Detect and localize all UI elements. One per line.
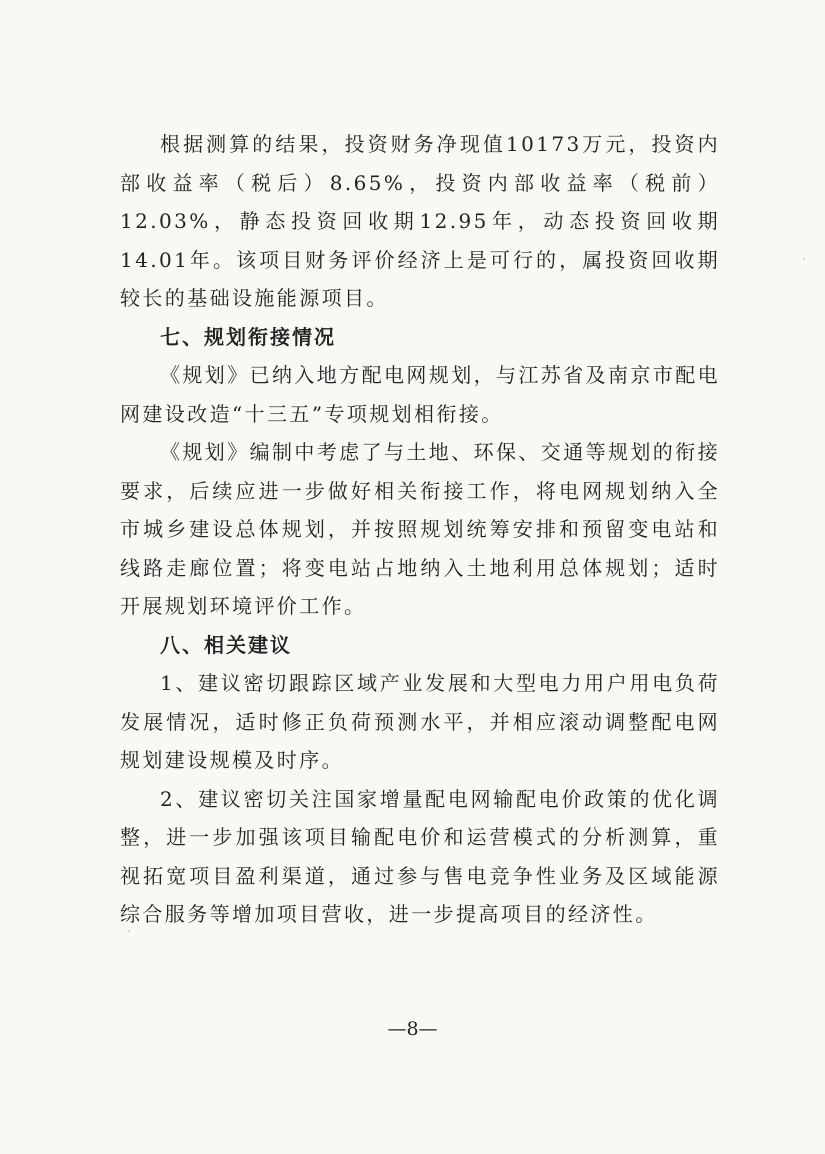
scan-artifact [803, 258, 805, 260]
paragraph-plan-included: 《规划》已纳入地方配电网规划，与江苏省及南京市配电网建设改造“十三五”专项规划相衔接。 [120, 363, 720, 426]
heading-plan-coordination: 七、规划衔接情况 [160, 324, 336, 349]
paragraph-financial-evaluation: 根据测算的结果，投资财务净现值10173万元，投资内部收益率（税后）8.65%，投资内部收益率（税前）12.03%，静态投资回收期12.95年，动态投资回收期14.01年。该项目财务评价经济上是可行的，属投资回收期较长的基础设施能源项目。 [120, 132, 720, 310]
scan-artifact [128, 930, 130, 932]
paragraph-recommendation-1: 1、建议密切跟踪区域产业发展和大型电力用户用电负荷发展情况，适时修正负荷预测水平，并相应滚动调整配电网规划建设规模及时序。 [120, 671, 720, 772]
paragraph-plan-requirements: 《规划》编制中考虑了与土地、环保、交通等规划的衔接要求，后续应进一步做好相关衔接工作，将电网规划纳入全市城乡建设总体规划，并按照规划统筹安排和预留变电站和线路走廊位置；将变电站占地纳入土地利用总体规划；适时开展规划环境评价工作。 [120, 440, 720, 618]
page-number: —8— [387, 1018, 438, 1040]
document-body [120, 125, 720, 934]
paragraph-recommendation-2: 2、建议密切关注国家增量配电网输配电价政策的优化调整，进一步加强该项目输配电价和运营模式的分析测算，重视拓宽项目盈利渠道，通过参与售电竞争性业务及区域能源综合服务等增加项目营收，进一步提高项目的经济性。 [120, 786, 720, 926]
heading-recommendations: 八、相关建议 [160, 632, 292, 657]
